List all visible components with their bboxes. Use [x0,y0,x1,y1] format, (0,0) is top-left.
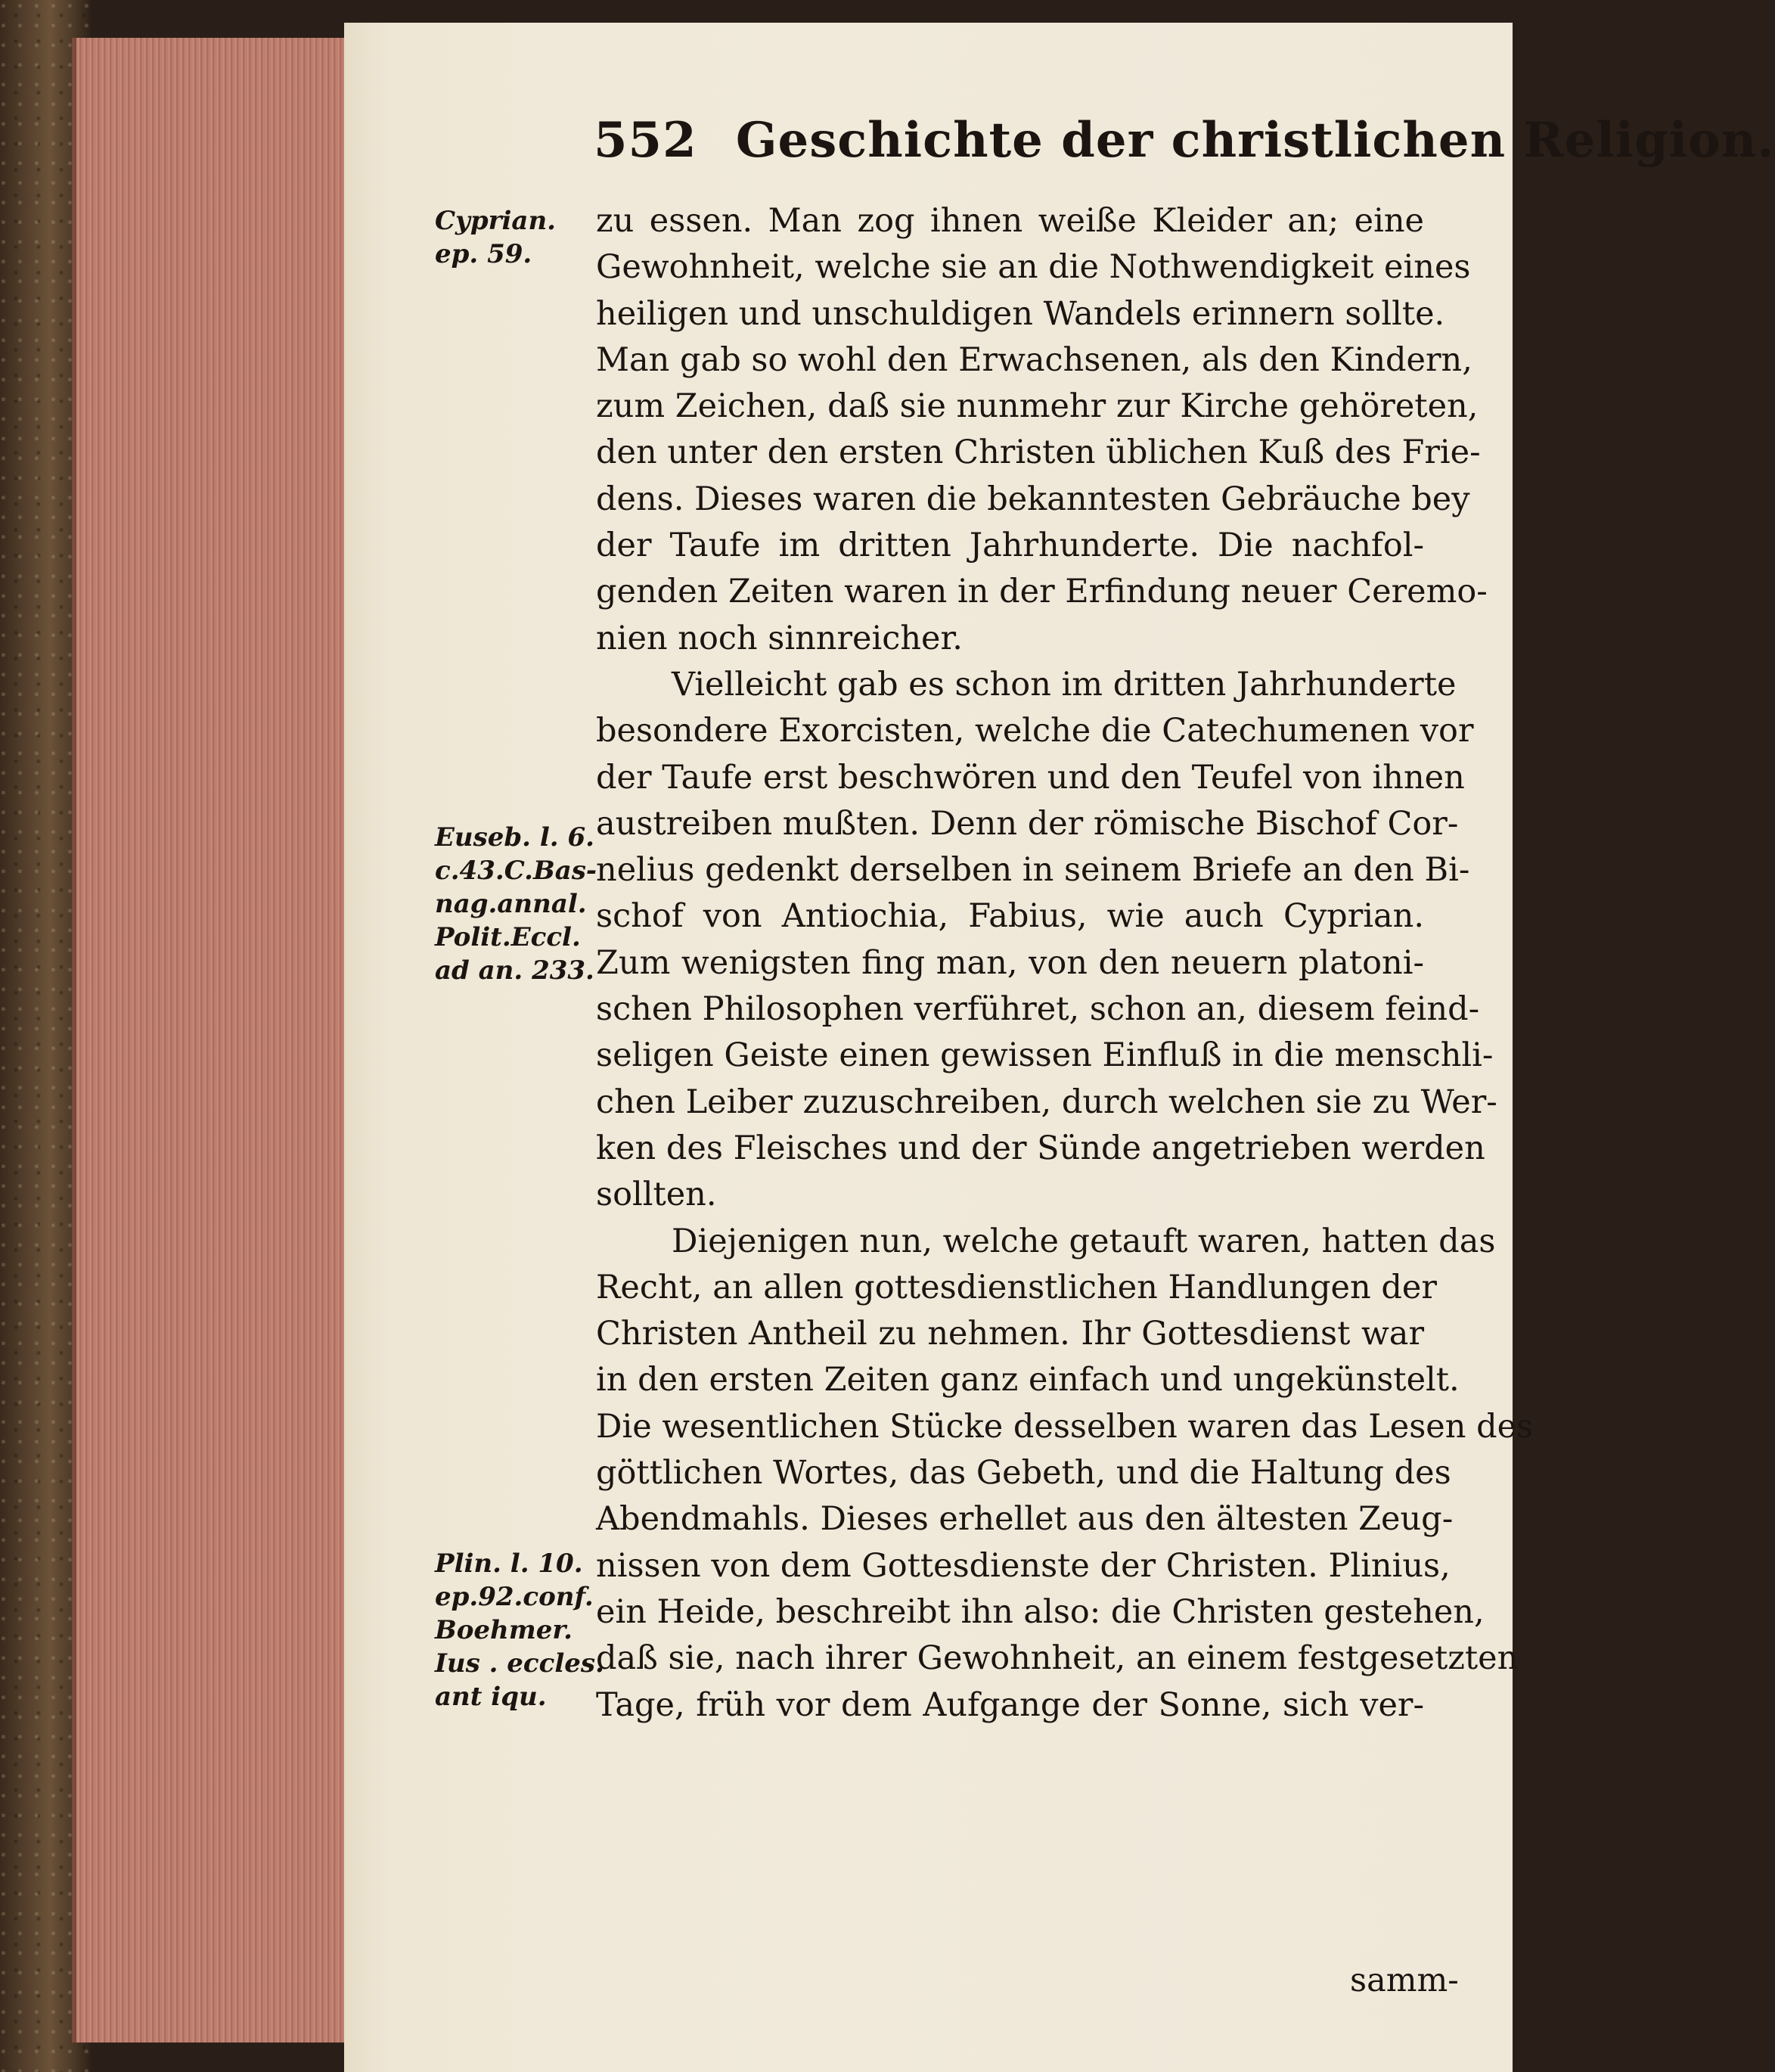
text-line: den unter den ersten Christen üblichen Kuß des Frie- [596,433,1481,472]
text-line: Gewohnheit, welche sie an die Nothwendigkeit eines [596,248,1471,287]
book-page [344,23,1775,2072]
text-line: zu essen. Man zog ihnen weiße Kleider an; eine [596,202,1424,240]
text-line: heiligen und unschuldigen Wandels erinnern sollte. [596,294,1445,333]
text-line: schen Philosophen verführet, schon an, diesem feind- [596,990,1480,1029]
page-number: 552 [594,112,697,169]
text-line: Vielleicht gab es schon im dritten Jahrhunderte [672,665,1457,704]
margin-note-line: Cyprian. [435,206,557,236]
text-line: Diejenigen nun, welche getauft waren, hatten das [672,1222,1496,1260]
margin-note-line: nag.annal. [435,889,587,919]
margin-note-line: Plin. l. 10. [435,1549,583,1579]
margin-note-line: ant iqu. [435,1682,547,1712]
text-line: Zum wenigsten fing man, von den neuern platoni- [596,943,1424,982]
page-edges [72,38,359,2042]
margin-note-line: Polit.Eccl. [435,922,581,952]
text-line: sollten. [596,1176,717,1214]
text-line: der Taufe erst beschwören und den Teufel von ihnen [596,758,1465,797]
text-line: ein Heide, beschreibt ihn also: die Christen gestehen, [596,1592,1485,1631]
text-line: seligen Geiste einen gewissen Einfluß in die menschli- [596,1036,1494,1075]
margin-note-line: Euseb. l. 6. [435,822,594,853]
margin-note-line: Boehmer. [435,1615,573,1645]
margin-note-line: ep. 59. [435,239,532,269]
margin-note-cyprian [435,204,586,271]
margin-note-eusebius [435,821,597,987]
text-line: besondere Exorcisten, welche die Catechumenen vor [596,712,1474,750]
text-line: ken des Fleisches und der Sünde angetrieben werden [596,1129,1485,1167]
margin-note-line: c.43.C.Bas- [435,856,597,886]
body-text [596,198,1534,1729]
margin-note-line: ep.92.conf. [435,1582,594,1612]
text-line: schof von Antiochia, Fabius, wie auch Cyprian. [596,897,1424,936]
margin-note-line: ad an. 233. [435,955,594,986]
text-line: Recht, an allen gottesdienstlichen Handlungen der [596,1268,1437,1306]
text-line: nien noch sinnreicher. [596,619,963,657]
text-line: nelius gedenkt derselben in seinem Briefe an den Bi- [596,851,1470,890]
text-line: chen Leiber zuzuschreiben, durch welchen sie zu Wer- [596,1083,1497,1121]
text-line: Christen Antheil zu nehmen. Ihr Gottesdienst war [596,1315,1424,1353]
text-line: nissen von dem Gottesdienste der Christen. Plinius, [596,1546,1451,1585]
margin-note-line: Ius . eccles. [435,1648,604,1679]
running-header [594,112,1775,169]
text-line: in den ersten Zeiten ganz einfach und ungekünstelt. [596,1361,1460,1399]
text-line: daß sie, nach ihrer Gewohnheit, an einem festgesetzten [596,1639,1519,1678]
text-line: austreiben mußten. Denn der römische Bischof Cor- [596,804,1459,843]
text-line: göttlichen Wortes, das Gebeth, und die Haltung des [596,1454,1451,1493]
text-line: Abendmahls. Dieses erhellet aus den ältesten Zeug- [596,1500,1454,1539]
catchword: samm- [1350,1962,1459,1999]
running-head-title: Geschichte der christlichen Religion. [735,112,1775,169]
text-line: genden Zeiten waren in der Erfindung neuer Ceremo- [596,573,1488,611]
text-line: dens. Dieses waren die bekanntesten Gebräuche bey [596,480,1470,518]
text-line: zum Zeichen, daß sie nunmehr zur Kirche gehöreten, [596,387,1479,426]
text-line: der Taufe im dritten Jahrhunderte. Die nachfol- [596,527,1424,565]
margin-note-plinius [435,1547,604,1713]
text-line: Die wesentlichen Stücke desselben waren das Lesen des [596,1407,1534,1446]
text-line: Tage, früh vor dem Aufgange der Sonne, sich ver- [596,1685,1424,1724]
text-line: Man gab so wohl den Erwachsenen, als den Kindern, [596,340,1472,379]
